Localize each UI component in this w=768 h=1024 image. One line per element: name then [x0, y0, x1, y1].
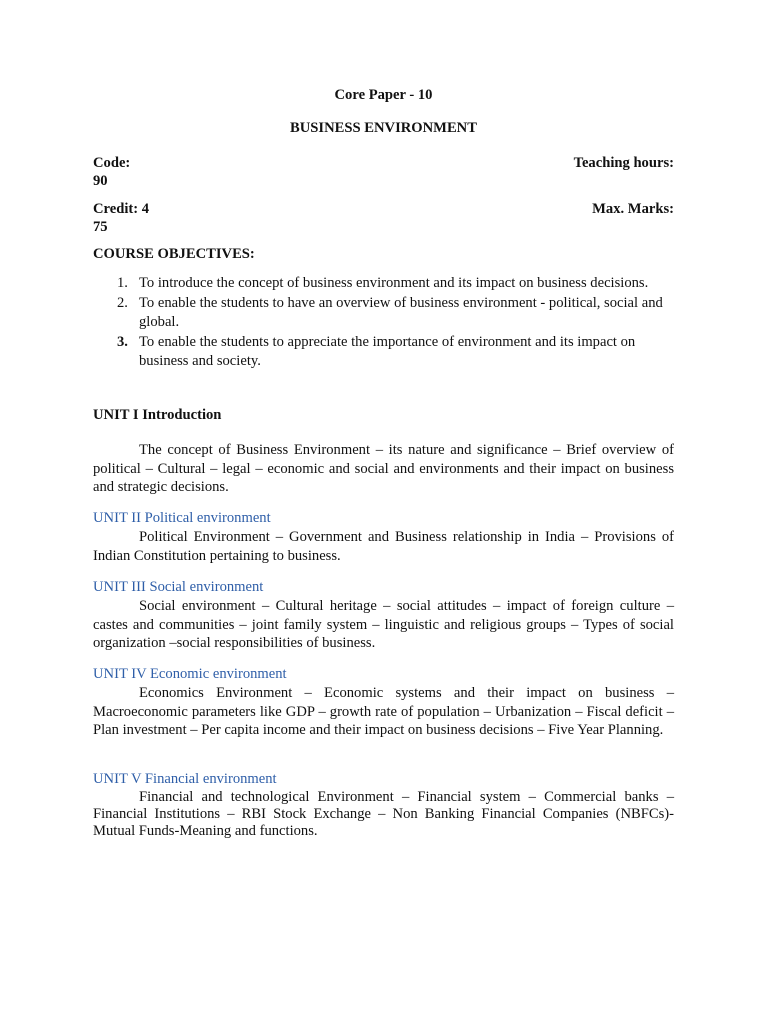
objective-number: 1.: [117, 275, 128, 291]
credit-label: Credit: 4: [93, 201, 150, 217]
paper-number: Core Paper - 10: [334, 87, 433, 103]
objective-text: To introduce the concept of business environment and its impact on business decisions.: [139, 275, 649, 291]
unit-4-heading: UNIT IV Economic environment: [93, 666, 287, 682]
objectives-heading: COURSE OBJECTIVES:: [93, 246, 255, 262]
unit-3-body: [93, 597, 674, 653]
teaching-hours-label: Teaching hours:: [573, 155, 674, 171]
unit-1-heading: UNIT I Introduction: [93, 407, 222, 423]
objective-text: To enable the students to have an overview of business environment - political, social and global.: [139, 295, 663, 330]
objectives-list: [93, 274, 674, 372]
max-marks-value: 75: [93, 219, 108, 235]
subject-title: BUSINESS ENVIRONMENT: [290, 120, 477, 136]
unit-2-body: [93, 528, 674, 565]
unit-5-body: [93, 789, 674, 840]
unit-1-body: [93, 441, 674, 497]
unit-2-heading: UNIT II Political environment: [93, 510, 271, 526]
objective-item: [93, 333, 674, 371]
objective-text: To enable the students to appreciate the importance of environment and its impact on business and society.: [139, 334, 636, 369]
unit-5-text: Financial and technological Environment – Financial system – Commercial banks – Financial Institutions – RBI Stock Exchange – Non Banking Financial Companies (NBFCs)- Mutual Funds-Meaning and functions.: [93, 789, 674, 839]
unit-4-text: Economics Environment – Economic systems and their impact on business – Macroeconomic parameters like GDP – growth rate of population – Urbanization – Fiscal deficit – Plan investment – Per capita income and their impact on business decisions – Five Year Planning.: [93, 685, 674, 738]
code-label: Code:: [93, 155, 131, 171]
objective-item: [93, 294, 674, 332]
unit-2-text: Political Environment – Government and Business relationship in India – Provisions of Indian Constitution pertaining to business.: [93, 529, 674, 564]
unit-3-text: Social environment – Cultural heritage – social attitudes – impact of foreign culture – castes and communities – joint family system – linguistic and religious groups – Types of social organization –social responsibilities of business.: [93, 598, 674, 651]
unit-3-heading: UNIT III Social environment: [93, 579, 264, 595]
objective-item: [93, 274, 674, 293]
teaching-hours-value: 90: [93, 173, 108, 189]
unit-4-body: [93, 684, 674, 740]
objective-number: 2.: [117, 295, 128, 311]
unit-5-heading: UNIT V Financial environment: [93, 771, 277, 787]
unit-1-text: The concept of Business Environment – its nature and significance – Brief overview of political – Cultural – legal – economic and social and environments and their impact on business and strategic decisions.: [93, 442, 674, 495]
max-marks-label: Max. Marks:: [592, 201, 674, 217]
objective-number: 3.: [117, 334, 128, 350]
